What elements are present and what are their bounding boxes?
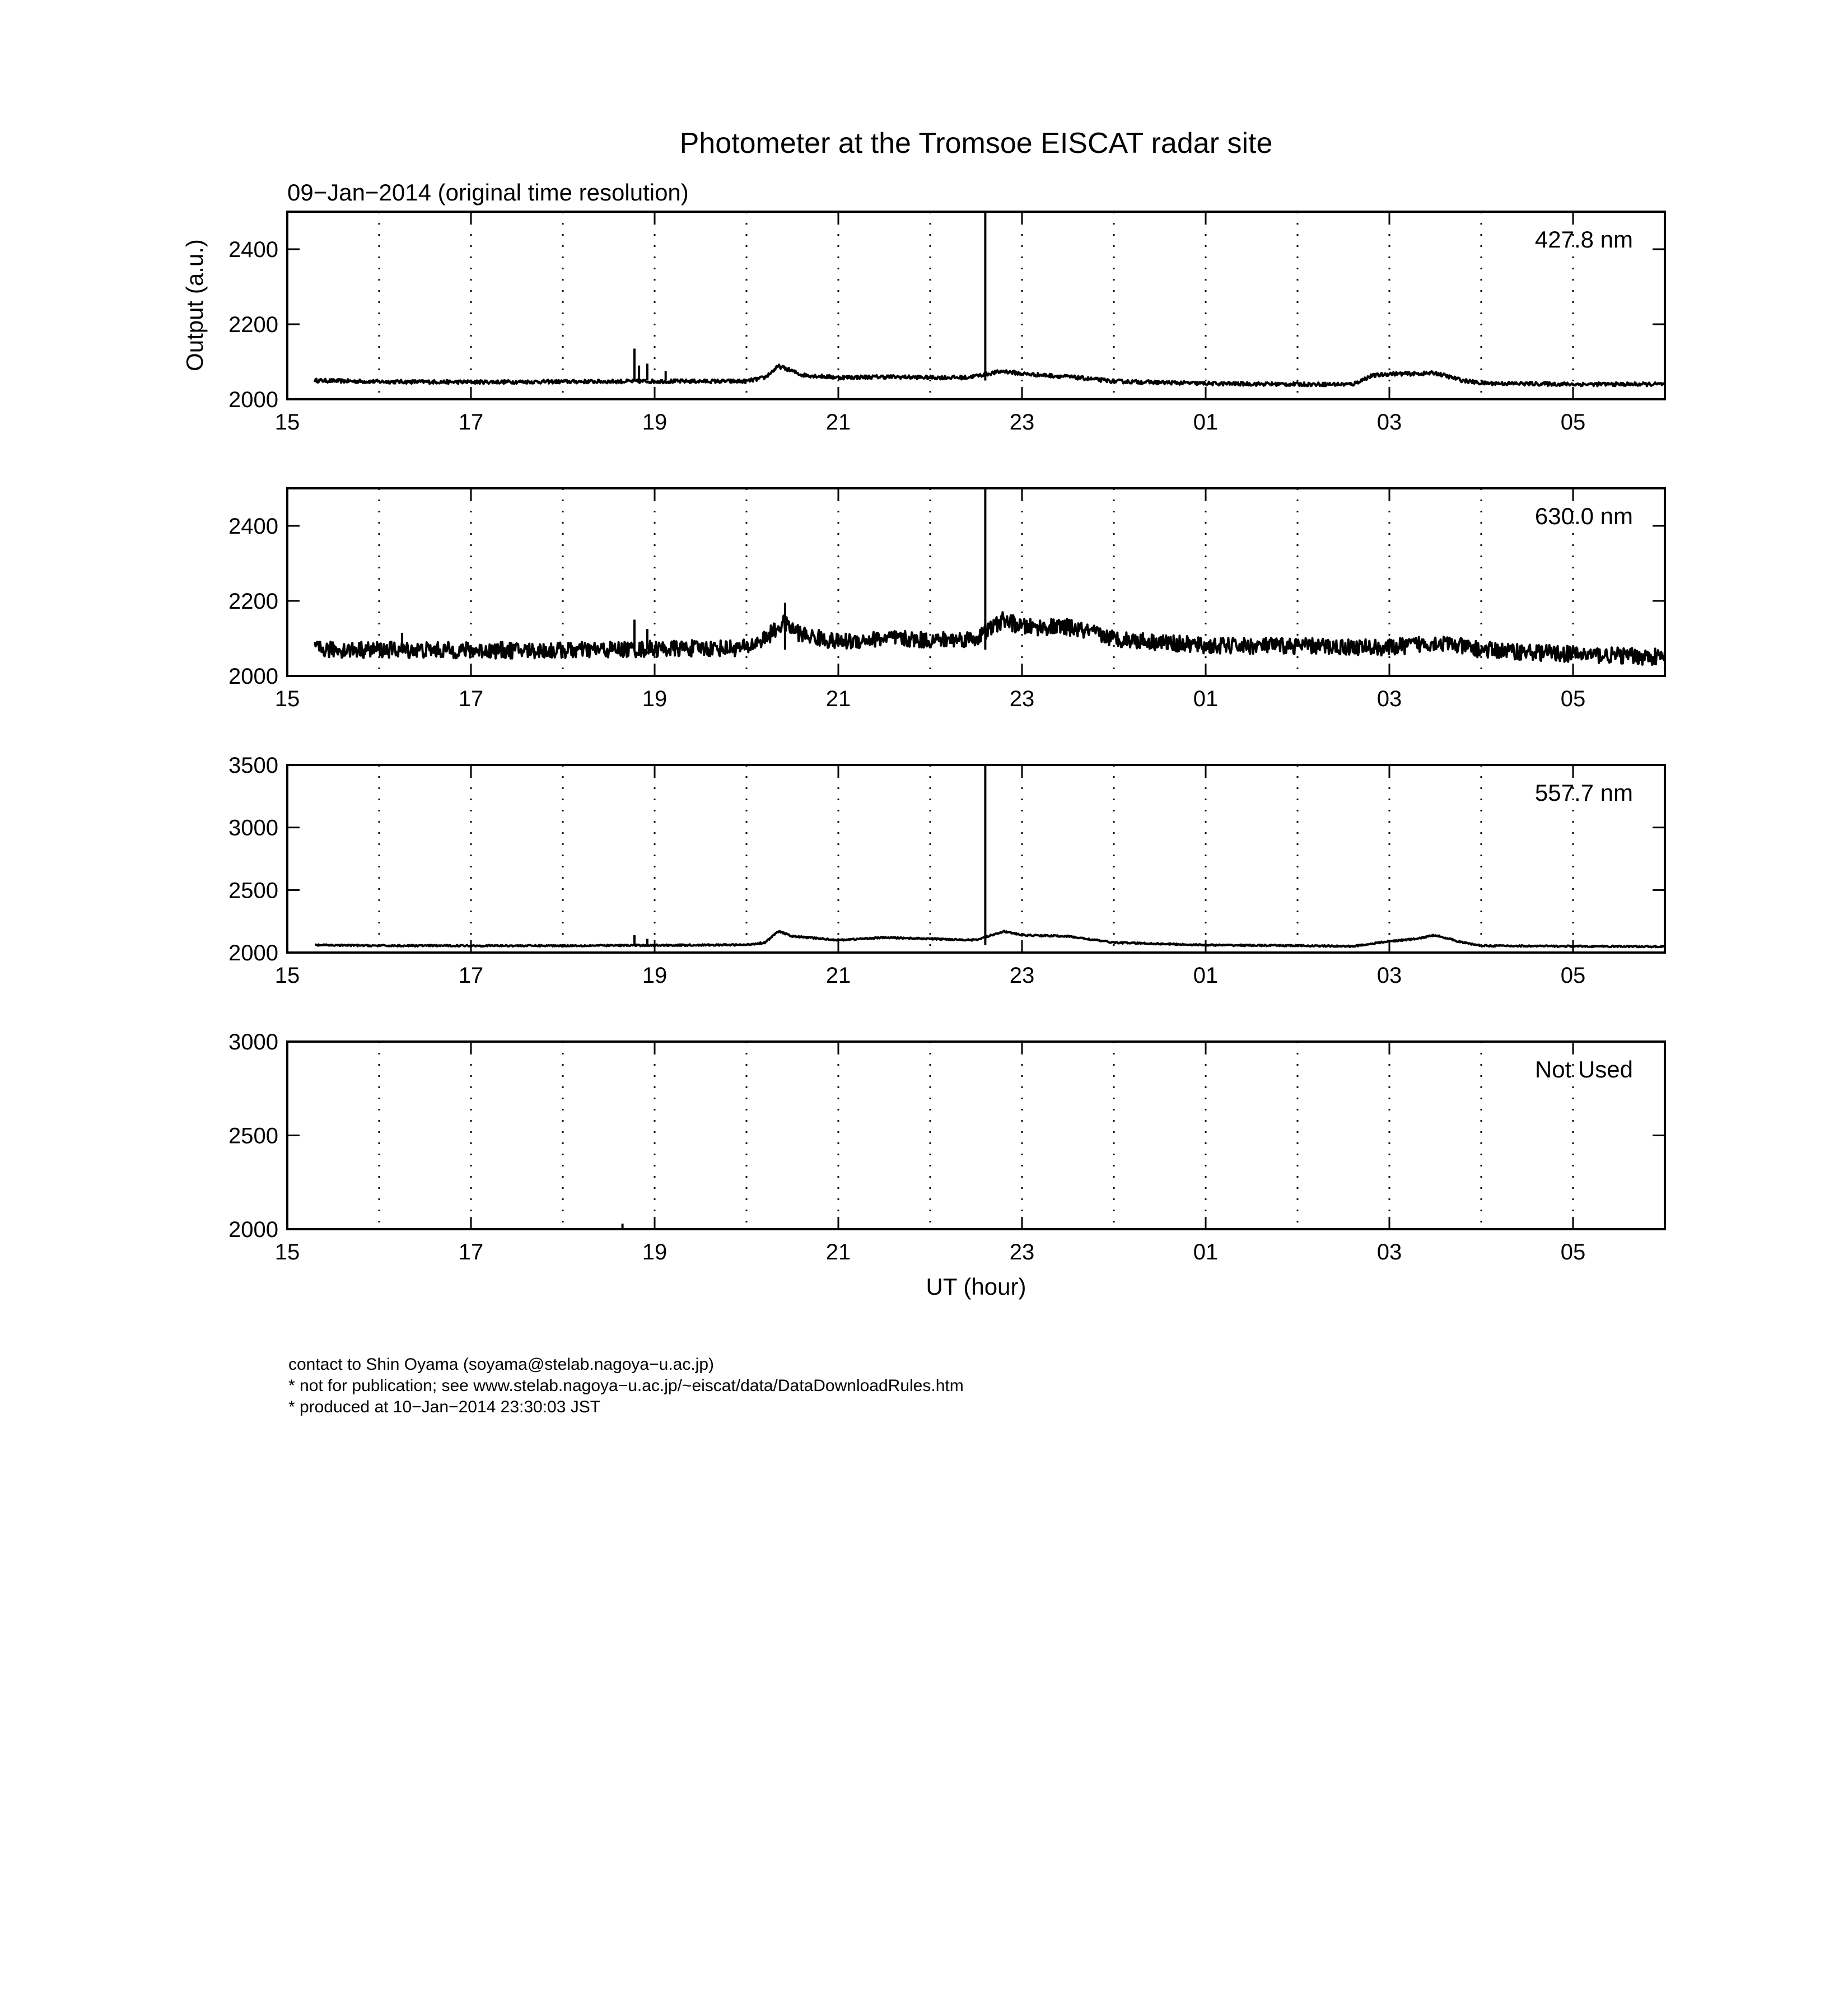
y-axis-label: Output (a.u.) <box>181 239 208 371</box>
y-tick-label-2: 3000 <box>228 815 278 841</box>
plot-frame <box>287 1042 1665 1229</box>
y-tick-label-2: 2400 <box>228 237 278 262</box>
y-tick-label-0: 2000 <box>228 388 278 412</box>
x-tick-label-7: 05 <box>1560 1240 1586 1264</box>
y-tick-label-0: 2000 <box>228 664 278 689</box>
panel-2 <box>228 488 1665 711</box>
panel-3 <box>228 753 1665 988</box>
x-tick-label-0: 15 <box>274 687 300 711</box>
plot-frame <box>287 765 1665 953</box>
x-tick-label-5: 01 <box>1193 963 1219 988</box>
y-tick-label-2: 3000 <box>228 1030 278 1054</box>
y-tick-label-0: 2000 <box>228 941 278 965</box>
footer-contact: contact to Shin Oyama (soyama@stelab.nagoya−u.ac.jp) <box>288 1355 715 1374</box>
x-tick-label-3: 21 <box>825 1240 851 1264</box>
y-tick-label-1: 2200 <box>228 312 278 337</box>
x-tick-label-6: 03 <box>1376 410 1402 435</box>
x-tick-label-7: 05 <box>1560 963 1586 988</box>
x-tick-label-0: 15 <box>274 963 300 988</box>
x-tick-label-2: 19 <box>642 410 668 435</box>
x-axis-label: UT (hour) <box>926 1273 1026 1300</box>
panel-4 <box>228 1030 1665 1264</box>
footer-produced-at: * produced at 10−Jan−2014 23:30:03 JST <box>288 1398 601 1416</box>
x-tick-label-7: 05 <box>1560 410 1586 435</box>
x-tick-label-3: 21 <box>825 687 851 711</box>
x-tick-label-2: 19 <box>642 1240 668 1264</box>
footer-notes <box>288 1354 964 1418</box>
y-tick-label-2: 2400 <box>228 514 278 539</box>
panel-label: 557.7 nm <box>1534 780 1633 806</box>
trace-1 <box>315 365 1665 386</box>
y-tick-label-1: 2500 <box>228 878 278 903</box>
x-tick-label-4: 23 <box>1009 410 1035 435</box>
x-tick-label-1: 17 <box>458 687 484 711</box>
x-tick-label-2: 19 <box>642 687 668 711</box>
x-tick-label-0: 15 <box>274 1240 300 1264</box>
x-tick-label-4: 23 <box>1009 1240 1035 1264</box>
panels <box>228 212 1665 1264</box>
x-tick-label-3: 21 <box>825 410 851 435</box>
x-tick-label-6: 03 <box>1376 1240 1402 1264</box>
x-tick-label-2: 19 <box>642 963 668 988</box>
x-tick-label-7: 05 <box>1560 687 1586 711</box>
x-tick-label-4: 23 <box>1009 963 1035 988</box>
x-tick-label-3: 21 <box>825 963 851 988</box>
panel-label: Not Used <box>1534 1056 1633 1082</box>
y-tick-label-1: 2500 <box>228 1123 278 1149</box>
x-tick-label-5: 01 <box>1193 1240 1219 1264</box>
figure-title: Photometer at the Tromsoe EISCAT radar site <box>679 127 1273 160</box>
y-tick-label-0: 2000 <box>228 1217 278 1242</box>
x-tick-label-5: 01 <box>1193 410 1219 435</box>
y-tick-label-3: 3500 <box>228 753 278 778</box>
x-tick-label-6: 03 <box>1376 963 1402 988</box>
figure-subtitle: 09−Jan−2014 (original time resolution) <box>287 179 689 206</box>
panel-label: 630.0 nm <box>1534 503 1633 529</box>
x-tick-label-1: 17 <box>458 1240 484 1264</box>
plot-frame <box>287 212 1665 399</box>
y-tick-label-1: 2200 <box>228 589 278 614</box>
x-tick-label-1: 17 <box>458 963 484 988</box>
panel-label: 427.8 nm <box>1534 226 1633 253</box>
trace-2 <box>315 612 1665 665</box>
panel-1 <box>228 212 1665 435</box>
trace-3 <box>315 931 1665 948</box>
x-tick-label-4: 23 <box>1009 687 1035 711</box>
footer-publication-note: * not for publication; see www.stelab.nagoya−u.ac.jp/~eiscat/data/DataDownloadRules.htm <box>288 1376 964 1395</box>
x-tick-label-6: 03 <box>1376 687 1402 711</box>
x-tick-label-1: 17 <box>458 410 484 435</box>
x-tick-label-0: 15 <box>274 410 300 435</box>
x-tick-label-5: 01 <box>1193 687 1219 711</box>
